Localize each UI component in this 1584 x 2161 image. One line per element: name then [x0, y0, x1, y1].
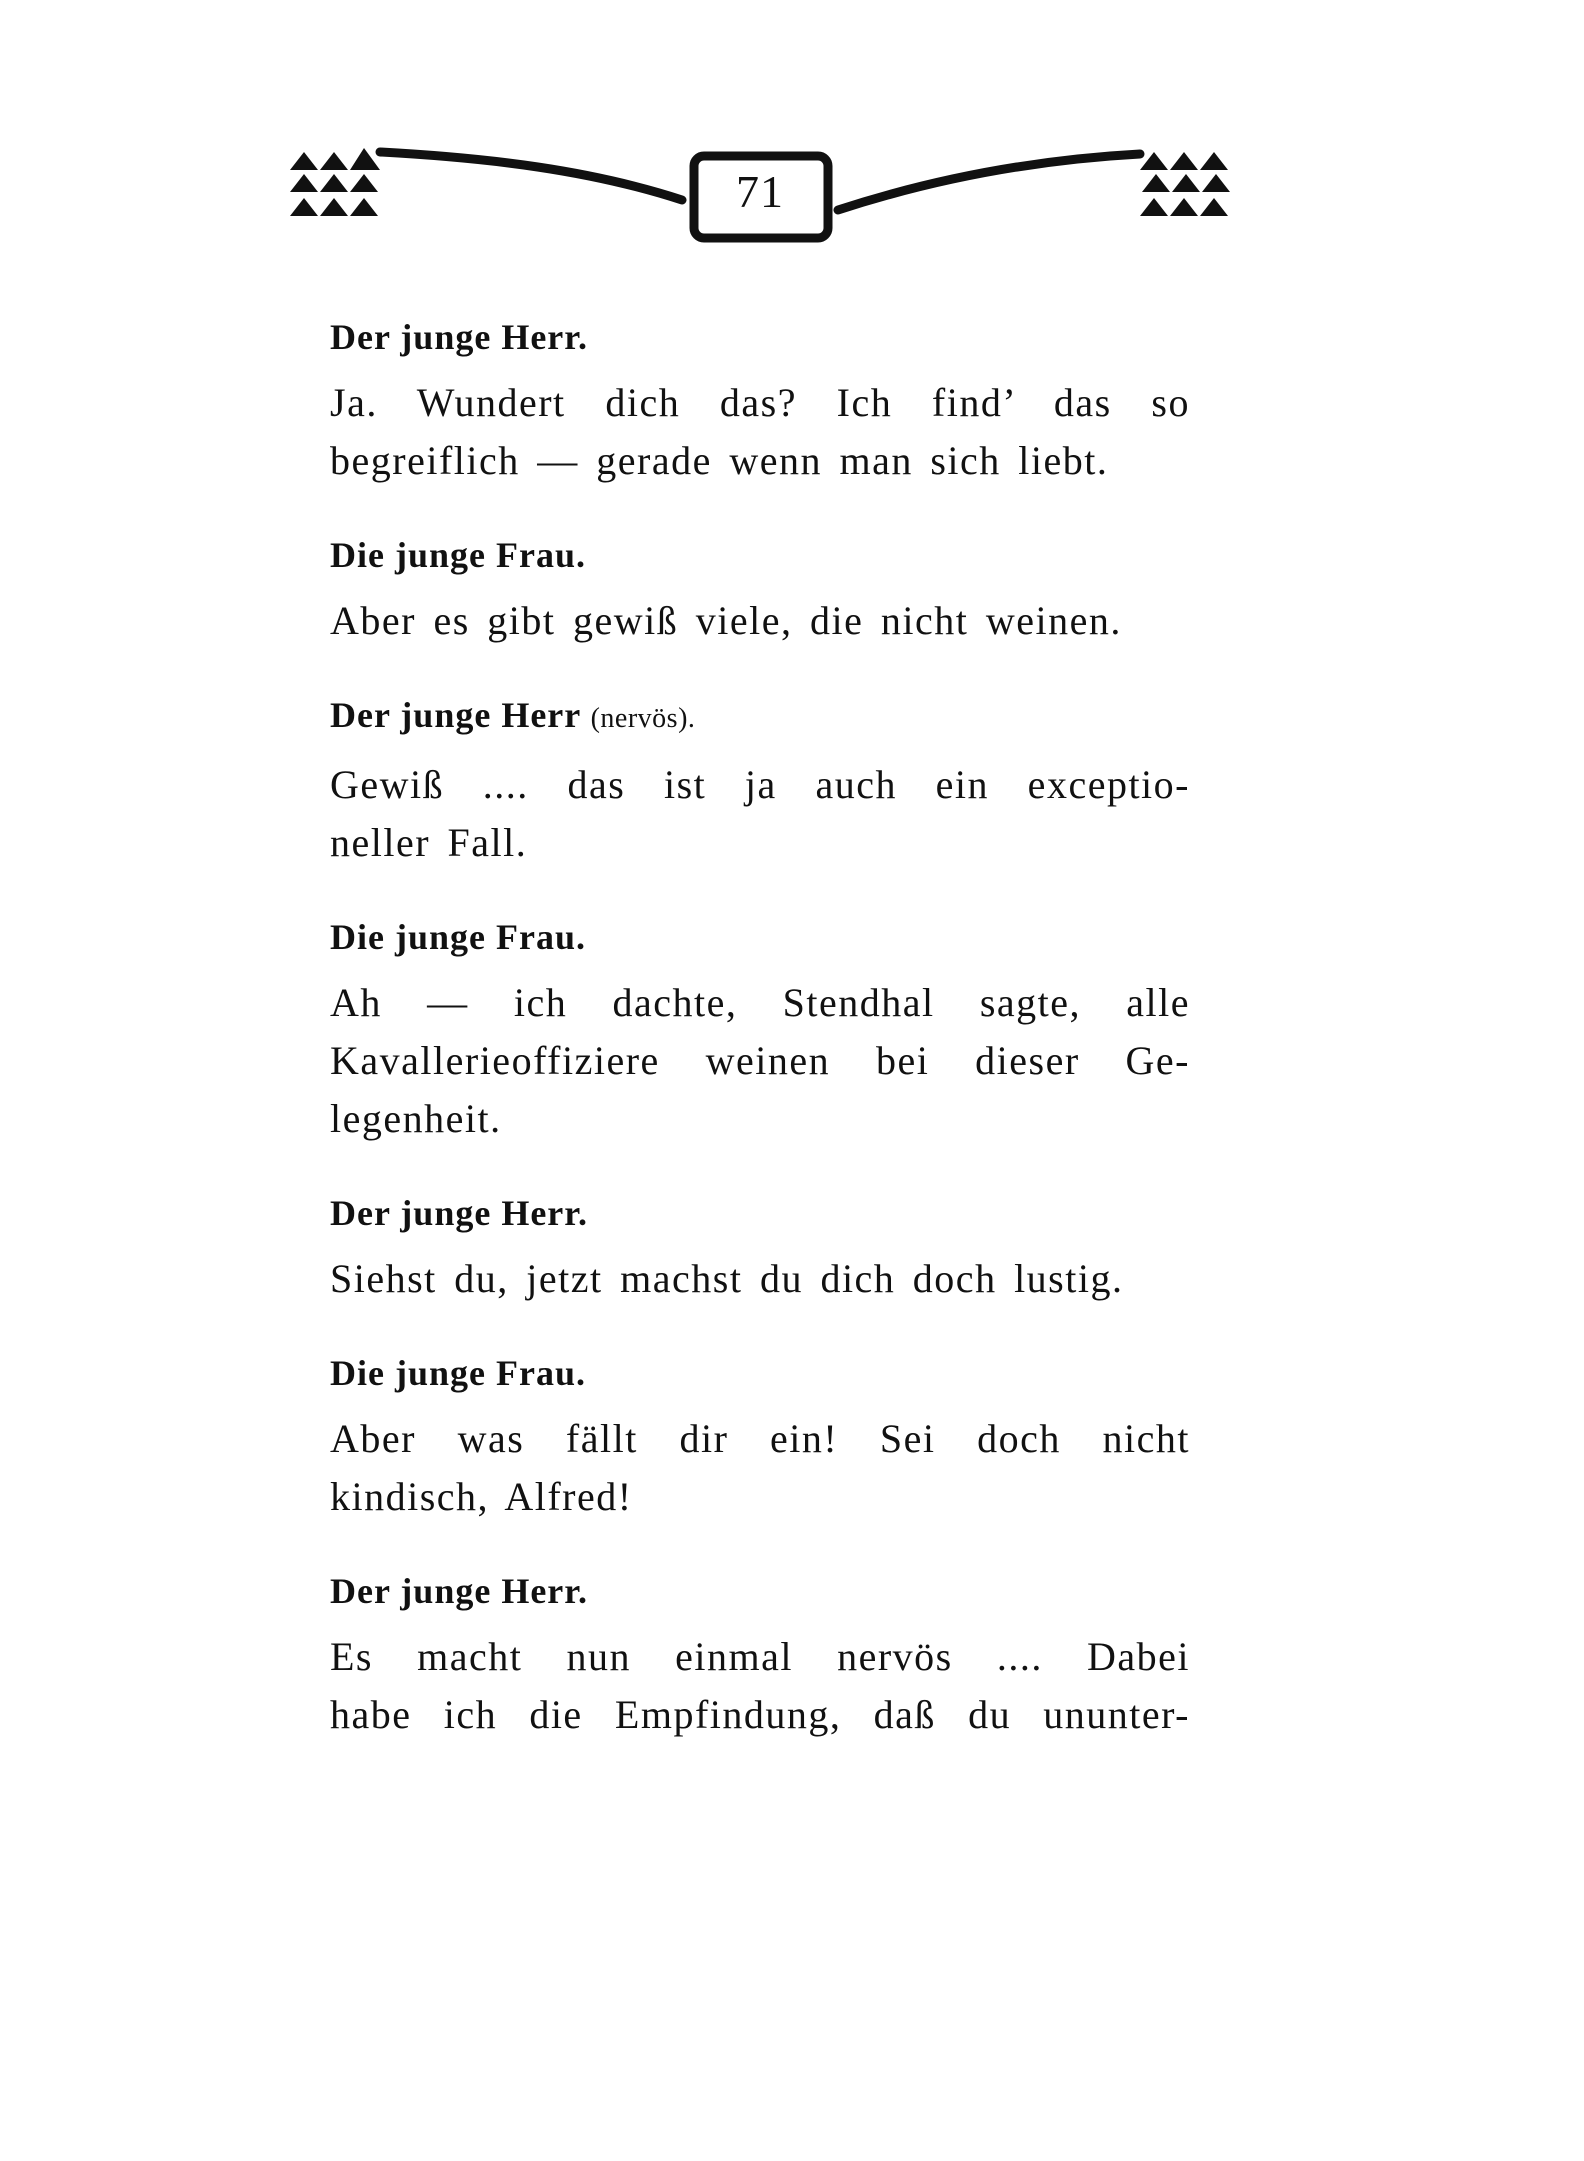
speech-text — [330, 756, 1190, 872]
speaker-name — [330, 310, 1190, 364]
speaker-name — [330, 1186, 1190, 1240]
speech-text — [330, 374, 1190, 490]
speech-text — [330, 1628, 1190, 1744]
speaker-label: Der junge Herr. — [330, 317, 588, 357]
dialogue-entry — [330, 1564, 1190, 1744]
speech-line: Siehst du, jetzt machst du dich doch lustig. — [330, 1256, 1124, 1301]
dialogue-body — [330, 310, 1190, 1782]
dialogue-entry — [330, 528, 1190, 650]
speaker-name — [330, 910, 1190, 964]
speech-line: Aber es gibt gewiß viele, die nicht weinen. — [330, 598, 1122, 643]
speech-line: kindisch, Alfred! — [330, 1474, 633, 1519]
speech-line: neller Fall. — [330, 820, 528, 865]
speaker-name — [330, 688, 1190, 746]
speech-line: Ja. Wundert dich das? Ich find’ das so — [330, 380, 1190, 425]
page-header-ornament — [290, 140, 1230, 250]
speaker-label: Der junge Herr. — [330, 1193, 588, 1233]
speech-line: Aber was fällt dir ein! Sei doch nicht — [330, 1416, 1190, 1461]
dialogue-entry — [330, 910, 1190, 1148]
speech-line: Es macht nun einmal nervös .... Dabei — [330, 1634, 1190, 1679]
speech-text — [330, 1410, 1190, 1526]
dialogue-entry — [330, 1186, 1190, 1308]
dialogue-entry — [330, 310, 1190, 490]
page-number-text: 71 — [736, 165, 784, 217]
speech-line: Gewiß .... das ist ja auch ein exceptio- — [330, 762, 1190, 807]
speaker-label: Die junge Frau. — [330, 1353, 586, 1393]
speech-line: begreiflich — gerade wenn man sich liebt. — [330, 438, 1109, 483]
page-number — [290, 140, 1230, 250]
speech-line: habe ich die Empfindung, daß du ununter- — [330, 1692, 1190, 1737]
speaker-name — [330, 1564, 1190, 1618]
speaker-label: Der junge Herr. — [330, 1571, 588, 1611]
speaker-label: Die junge Frau. — [330, 535, 586, 575]
speech-line: Kavallerieoffiziere weinen bei dieser Ge- — [330, 1038, 1190, 1083]
dialogue-entry — [330, 688, 1190, 872]
speaker-name — [330, 1346, 1190, 1400]
speech-text — [330, 1250, 1190, 1308]
speaker-label: Der junge Herr — [330, 695, 581, 735]
speech-text — [330, 592, 1190, 650]
stage-direction: (nervös). — [590, 703, 696, 734]
dialogue-entry — [330, 1346, 1190, 1526]
speech-line: Ah — ich dachte, Stendhal sagte, alle — [330, 980, 1190, 1025]
speech-line: legenheit. — [330, 1096, 502, 1141]
speech-text — [330, 974, 1190, 1148]
speaker-label: Die junge Frau. — [330, 917, 586, 957]
speaker-name — [330, 528, 1190, 582]
